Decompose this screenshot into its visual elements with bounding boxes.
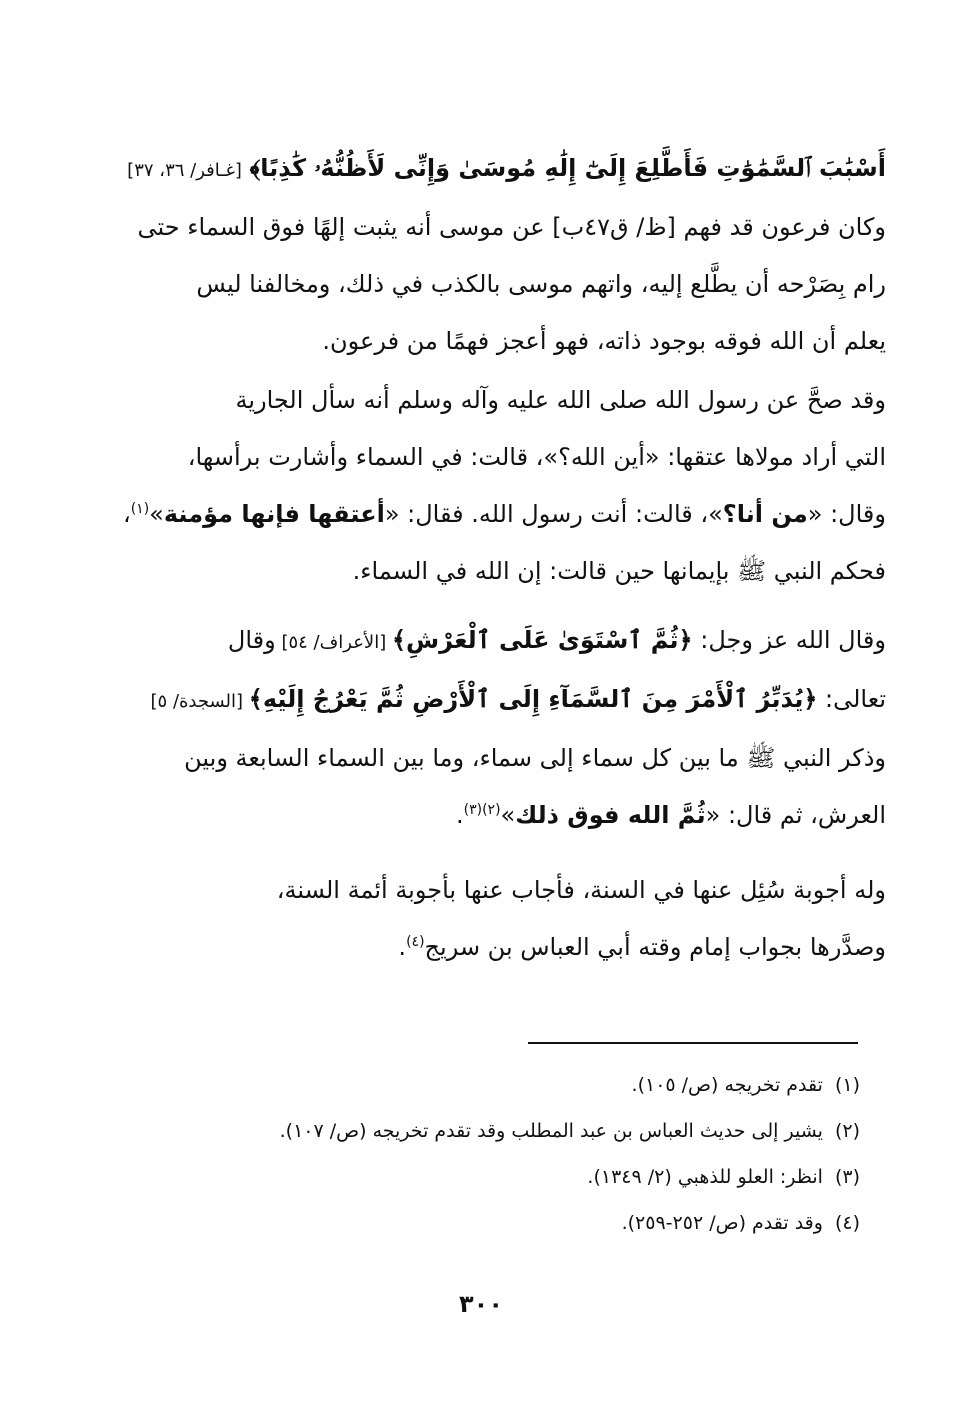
paragraph-3 — [76, 612, 886, 844]
footnote-divider — [528, 1042, 858, 1044]
footnote-item — [120, 1154, 860, 1200]
text-run: وصدَّرها بجواب إمام وقته أبي العباس بن سريج — [424, 933, 886, 961]
quran-verse: ﴿ثُمَّ ٱسْتَوَىٰ عَلَى ٱلْعَرْشِ﴾ — [391, 626, 693, 654]
text-line — [76, 140, 886, 199]
footnote-item — [120, 1200, 860, 1246]
text-line: رام بِصَرْحه أن يطَّلع إليه، واتهم موسى بالكذب في ذلك، ومخالفنا ليس — [196, 270, 886, 298]
footnote-item — [120, 1108, 860, 1154]
hadith-quote: ثُمَّ الله فوق ذلك — [515, 801, 706, 829]
footnote-text: وقد تقدم (ص/ ٢٥٢-٢٥٩). — [621, 1212, 823, 1234]
text-run: وقال: « — [807, 500, 886, 528]
text-line: وله أجوبة سُئِل عنها في السنة، فأجاب عنها بأجوبة أئمة السنة، — [276, 876, 886, 904]
text-line: فحكم النبي ﷺ بإيمانها حين قالت: إن الله في السماء. — [352, 557, 886, 585]
text-run: العرش، ثم قال: « — [705, 801, 886, 829]
footnote-number: (٢) — [834, 1120, 860, 1142]
paragraph-2 — [76, 372, 886, 600]
footnote-number: (٣) — [834, 1166, 860, 1188]
paragraph-1 — [76, 140, 886, 370]
text-line: وذكر النبي ﷺ ما بين كل سماء إلى سماء، وما بين السماء السابعة وبين — [184, 744, 886, 772]
text-line — [76, 919, 886, 976]
footnote-marker[interactable]: (١) — [130, 501, 150, 517]
verse-reference: [الأعراف/ ٥٤] — [275, 632, 392, 653]
hadith-quote: من أنا؟ — [722, 500, 808, 528]
text-line — [76, 486, 886, 543]
footnote-marker[interactable]: (٢)(٣) — [463, 802, 501, 818]
text-line — [76, 787, 886, 844]
footnotes — [120, 1062, 860, 1246]
footnote-text: يشير إلى حديث العباس بن عبد المطلب وقد تقدم تخريجه (ص/ ١٠٧). — [279, 1120, 823, 1142]
footnote-number: (٤) — [834, 1212, 860, 1234]
text-run: تعالى: — [817, 685, 886, 713]
footnote-item — [120, 1062, 860, 1108]
verse-reference: [السجدة/ ٥] — [150, 691, 249, 712]
text-line: وقد صحَّ عن رسول الله صلى الله عليه وآله وسلم أنه سأل الجارية — [235, 386, 886, 414]
text-line: يعلم أن الله فوقه بوجود ذاته، فهو أعجز فهمًا من فرعون. — [322, 327, 886, 355]
text-line: التي أراد مولاها عتقها: «أين الله؟»، قالت: في السماء وأشارت برأسها، — [187, 443, 886, 471]
text-run: » — [500, 801, 516, 829]
paragraph-4 — [76, 862, 886, 976]
footnote-text: انظر: العلو للذهبي (٢/ ١٣٤٩). — [587, 1166, 823, 1188]
text-run: . — [398, 933, 407, 961]
hadith-quote: أعتقها فإنها مؤمنة — [163, 500, 385, 528]
footnote-marker[interactable]: (٤) — [406, 934, 425, 950]
quran-verse: أَسْبَٰبَ ٱلسَّمَٰوَٰتِ فَأَطَّلِعَ إِلَىٰٓ إِلَٰهِ مُوسَىٰ وَإِنِّى لَأَظُنُّهُۥ كَٰذِبًا﴾ — [249, 154, 886, 182]
text-run: »، قالت: أنت رسول الله. فقال: « — [384, 500, 723, 528]
text-run: » — [149, 500, 164, 528]
text-run: . — [455, 801, 464, 829]
text-run: ، — [122, 500, 131, 528]
text-line — [76, 612, 886, 671]
text-run: وقال الله عز وجل: — [692, 626, 886, 654]
verse-reference: [غـافر/ ٣٦، ٣٧] — [127, 160, 242, 181]
footnote-number: (١) — [834, 1074, 860, 1096]
quran-verse: ﴿يُدَبِّرُ ٱلْأَمْرَ مِنَ ٱلسَّمَآءِ إِلَى ٱلْأَرْضِ ثُمَّ يَعْرُجُ إِلَيْهِ﴾ — [248, 685, 818, 713]
text-line — [76, 671, 886, 730]
page-number: ٣٠٠ — [459, 1290, 503, 1318]
footnote-text: تقدم تخريجه (ص/ ١٠٥). — [631, 1074, 823, 1096]
text-run: وقال — [227, 626, 276, 654]
text-line: وكان فرعون قد فهم [ظ/ ق٤٧ب] عن موسى أنه يثبت إلهًا فوق السماء حتى — [137, 213, 886, 241]
